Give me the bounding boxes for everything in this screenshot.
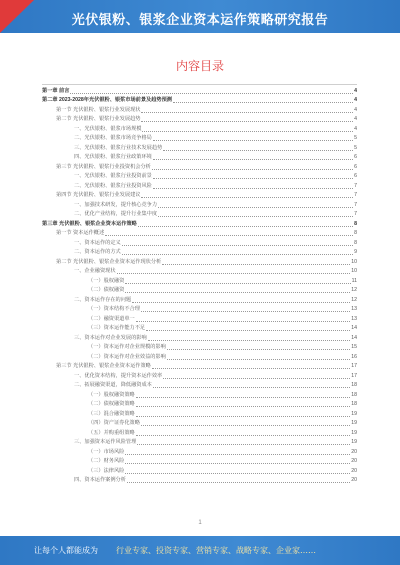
toc-entry[interactable]: [42, 295, 357, 305]
toc-entry-label: （三）资本运作能力不足: [88, 325, 146, 331]
toc-entry-label: 二、优化产业结构，提升行业集中度: [74, 211, 158, 217]
toc-entry-label: （四）资产证券化策略: [88, 420, 140, 426]
toc-entry-page: 5: [354, 135, 357, 141]
toc-entry[interactable]: [42, 362, 357, 372]
toc-entry-label: 一、光伏银粉、银浆市场规模: [74, 125, 142, 132]
toc-dot-leader: [125, 463, 350, 464]
toc-entry[interactable]: [42, 324, 357, 334]
toc-dot-leader: [70, 93, 353, 94]
toc-entry-page: 7: [354, 182, 357, 189]
toc-dot-leader: [141, 197, 353, 198]
toc-entry-label: 三、资本运作对企业发展的影响: [74, 334, 147, 341]
toc-dot-leader: [105, 235, 353, 236]
toc-entry-page: 8: [354, 239, 357, 246]
toc-entry-page: 6: [354, 173, 357, 179]
toc-entry-label: 二、拓展融资渠道，降低融资成本: [74, 382, 152, 388]
page-number: 1: [198, 520, 202, 526]
toc-entry[interactable]: [42, 447, 357, 457]
toc-entry-page: 18: [351, 382, 357, 388]
toc-dot-leader: [137, 444, 350, 445]
toc-entry-page: 14: [351, 325, 357, 331]
toc-entry-page: 10: [351, 268, 357, 274]
toc-entry-label: 二、资本运作的方式: [74, 249, 121, 255]
toc-entry-label: 第二章 2023-2028年光伏银粉、银浆市场前景及趋势预测: [42, 97, 172, 103]
footer-lead-text: 让每个人都能成为: [34, 546, 98, 555]
toc-dot-leader: [125, 292, 350, 293]
toc-dot-leader: [125, 283, 350, 284]
toc-entry[interactable]: [42, 200, 357, 210]
toc-dot-leader: [141, 112, 353, 113]
toc-entry-page: 14: [351, 334, 357, 341]
toc-entry-page: 6: [354, 154, 357, 160]
toc-entry[interactable]: [42, 343, 357, 353]
toc-entry[interactable]: [42, 248, 357, 258]
toc-dot-leader: [158, 216, 353, 217]
toc-entry-label: 一、优化资本结构，提升资本运作效率: [74, 372, 163, 379]
toc-entry-page: 17: [351, 372, 357, 379]
toc-entry[interactable]: [42, 162, 357, 172]
toc-entry[interactable]: [42, 466, 357, 476]
toc-entry-page: 13: [351, 315, 357, 322]
toc-dot-leader: [127, 482, 350, 483]
toc-dot-leader: [163, 150, 353, 151]
toc-entry-page: 15: [351, 344, 357, 350]
toc-entry-page: 5: [354, 144, 357, 151]
toc-entry-label: 第一节 光伏银粉、银浆行业发展现状: [56, 106, 141, 113]
toc-entry-page: 7: [354, 201, 357, 208]
toc-entry-page: 4: [354, 125, 357, 132]
toc-entry-page: 20: [351, 467, 357, 474]
toc-entry[interactable]: [42, 400, 357, 410]
toc-entry[interactable]: [42, 153, 357, 163]
toc-entry-label: 第三节 光伏银粉、银浆企业资本运作策略: [56, 363, 151, 369]
toc-dot-leader: [141, 425, 350, 426]
toc-entry[interactable]: [42, 143, 357, 153]
toc-entry-label: 一、光伏银粉、银浆行业投资前景: [74, 173, 152, 179]
toc-dot-leader: [136, 435, 351, 436]
toc-dot-leader: [136, 406, 351, 407]
toc-entry-label: 三、加强资本运作风险管理: [74, 439, 137, 445]
toc-entry-label: （五）并购重组策略: [88, 429, 135, 436]
toc-entry-page: 20: [351, 477, 357, 483]
toc-entry-page: 18: [351, 401, 357, 407]
toc-dot-leader: [122, 245, 353, 246]
toc-entry-label: 第二节 光伏银粉、银浆企业资本运作现状分析: [56, 258, 162, 265]
report-title: 光伏银粉、银浆企业资本运作策略研究报告: [71, 13, 329, 28]
toc-dot-leader: [141, 121, 353, 122]
toc-entry[interactable]: [42, 276, 357, 286]
toc-entry[interactable]: [42, 124, 357, 134]
toc-entry-label: （三）混合融资策略: [88, 410, 135, 417]
toc-entry-label: （二）财务风险: [88, 458, 125, 464]
toc-entry[interactable]: [42, 409, 357, 419]
toc-dot-leader: [153, 387, 350, 388]
toc-dot-leader: [167, 359, 350, 360]
toc-dot-leader: [117, 273, 351, 274]
toc-dot-leader: [138, 226, 353, 227]
toc-entry[interactable]: [42, 419, 357, 429]
toc-entry-label: 第四节 光伏银粉、银浆行业发展建议: [56, 192, 141, 198]
toc-dot-leader: [173, 102, 353, 103]
toc-entry[interactable]: [42, 381, 357, 391]
toc-entry-label: 二、光伏银粉、银浆市场竞争格局: [74, 135, 152, 141]
toc-entry[interactable]: [42, 476, 357, 486]
toc-entry-page: 7: [354, 192, 357, 198]
toc-entry-label: 二、光伏银粉、银浆行业投资风险: [74, 182, 152, 189]
toc-entry[interactable]: [42, 371, 357, 381]
toc-heading: 内容目录: [175, 59, 224, 73]
toc-entry[interactable]: [42, 115, 357, 125]
toc-dot-leader: [153, 159, 353, 160]
toc-dot-leader: [167, 349, 350, 350]
toc-dot-leader: [132, 302, 350, 303]
toc-entry-label: （一）资本运作对企业规模的影响: [88, 344, 166, 350]
toc-dot-leader: [122, 254, 353, 255]
toc-entry[interactable]: [42, 390, 357, 400]
toc-dot-leader: [141, 311, 350, 312]
toc-entry-page: 19: [351, 410, 357, 417]
toc-dot-leader: [125, 454, 350, 455]
toc-entry[interactable]: [42, 457, 357, 467]
toc-entry-label: 二、资本运作存在的问题: [74, 296, 132, 303]
toc-entry-page: 19: [351, 439, 357, 445]
toc-dot-leader: [142, 131, 353, 132]
toc-entry[interactable]: [42, 305, 357, 315]
toc-dot-leader: [146, 330, 350, 331]
toc-entry-page: 13: [351, 306, 357, 312]
toc-entry[interactable]: [42, 191, 357, 201]
toc-entry-page: 4: [354, 87, 357, 94]
toc-entry-page: 17: [351, 363, 357, 369]
toc-entry-page: 7: [354, 211, 357, 217]
toc-entry-label: 四、光伏银粉、银浆行业政策环境: [74, 154, 152, 160]
toc-dot-leader: [158, 207, 353, 208]
toc-entry[interactable]: [42, 181, 357, 191]
table-of-contents: [42, 86, 357, 485]
toc-entry-label: （二）融资渠道单一: [88, 315, 135, 322]
toc-entry[interactable]: [42, 438, 357, 448]
toc-entry-label: 三、光伏银粉、银浆行业技术发展趋势: [74, 144, 163, 151]
toc-entry[interactable]: [42, 267, 357, 277]
toc-entry[interactable]: [42, 286, 357, 296]
toc-dot-leader: [153, 178, 353, 179]
toc-entry-page: 20: [351, 458, 357, 464]
toc-entry-page: 6: [354, 163, 357, 170]
toc-entry-label: 四、资本运作案例分析: [74, 477, 126, 483]
toc-entry[interactable]: [42, 333, 357, 343]
toc-dot-leader: [125, 473, 350, 474]
toc-entry[interactable]: [42, 86, 357, 96]
toc-dot-leader: [136, 321, 351, 322]
footer-roles-text: 行业专家、投资专家、营销专家、战略专家、企业家……: [116, 546, 316, 555]
toc-entry-label: 第二节 光伏银粉、银浆行业发展趋势: [56, 116, 141, 122]
toc-entry[interactable]: [42, 428, 357, 438]
toc-entry-page: 18: [351, 391, 357, 398]
toc-entry-label: 第一章 前言: [42, 87, 70, 94]
toc-entry[interactable]: [42, 134, 357, 144]
toc-entry-label: 一、企业融资现状: [74, 268, 116, 274]
toc-entry[interactable]: [42, 352, 357, 362]
toc-entry-label: 一、资本运作的定义: [74, 239, 121, 246]
footer-banner: [0, 536, 400, 565]
toc-entry-page: 4: [354, 97, 357, 103]
toc-entry-page: 4: [354, 116, 357, 122]
toc-dot-leader: [136, 416, 351, 417]
toc-entry[interactable]: [42, 314, 357, 324]
toc-entry-page: 9: [354, 249, 357, 255]
toc-entry-page: 8: [354, 220, 357, 227]
toc-entry-page: 16: [351, 353, 357, 360]
toc-entry[interactable]: [42, 105, 357, 115]
toc-entry[interactable]: [42, 172, 357, 182]
toc-entry[interactable]: [42, 229, 357, 239]
toc-top-rule: [42, 84, 357, 85]
toc-entry-page: 8: [354, 230, 357, 236]
toc-entry[interactable]: [42, 257, 357, 267]
toc-dot-leader: [153, 188, 353, 189]
toc-entry-page: 11: [351, 277, 357, 284]
toc-entry[interactable]: [42, 238, 357, 248]
toc-entry-label: （二）债权融资策略: [88, 401, 135, 407]
report-header: [0, 0, 400, 33]
toc-entry-label: 第三章 光伏银粉、银浆企业资本运作策略: [42, 220, 137, 227]
toc-entry-page: 4: [354, 106, 357, 113]
toc-entry[interactable]: [42, 210, 357, 220]
toc-entry[interactable]: [42, 219, 357, 229]
toc-entry-page: 10: [351, 258, 357, 265]
toc-entry-label: 第三节 光伏银粉、银浆行业投资机会分析: [56, 163, 151, 170]
toc-entry[interactable]: [42, 96, 357, 106]
toc-entry-page: 12: [351, 296, 357, 303]
toc-entry-label: （一）股权融资: [88, 277, 125, 284]
toc-entry-label: （一）市场风险: [88, 448, 125, 455]
toc-entry-label: （一）股权融资策略: [88, 391, 135, 398]
toc-entry-page: 12: [351, 287, 357, 293]
toc-entry-label: （二）资本运作对企业效益的影响: [88, 353, 166, 360]
toc-dot-leader: [148, 340, 351, 341]
toc-dot-leader: [152, 368, 350, 369]
toc-entry-label: （二）债权融资: [88, 287, 125, 293]
toc-entry-label: （三）法律风险: [88, 467, 125, 474]
toc-dot-leader: [153, 140, 353, 141]
toc-dot-leader: [162, 264, 350, 265]
toc-dot-leader: [152, 169, 353, 170]
toc-dot-leader: [163, 378, 350, 379]
toc-entry-page: 19: [351, 420, 357, 426]
toc-entry-label: （一）资本结构不合理: [88, 306, 140, 312]
toc-dot-leader: [136, 397, 351, 398]
toc-entry-label: 第一节 资本运作概述: [56, 230, 105, 236]
toc-entry-label: 一、加强技术研发，提升核心竞争力: [74, 201, 158, 208]
toc-entry-page: 20: [351, 448, 357, 455]
toc-entry-page: 19: [351, 429, 357, 436]
